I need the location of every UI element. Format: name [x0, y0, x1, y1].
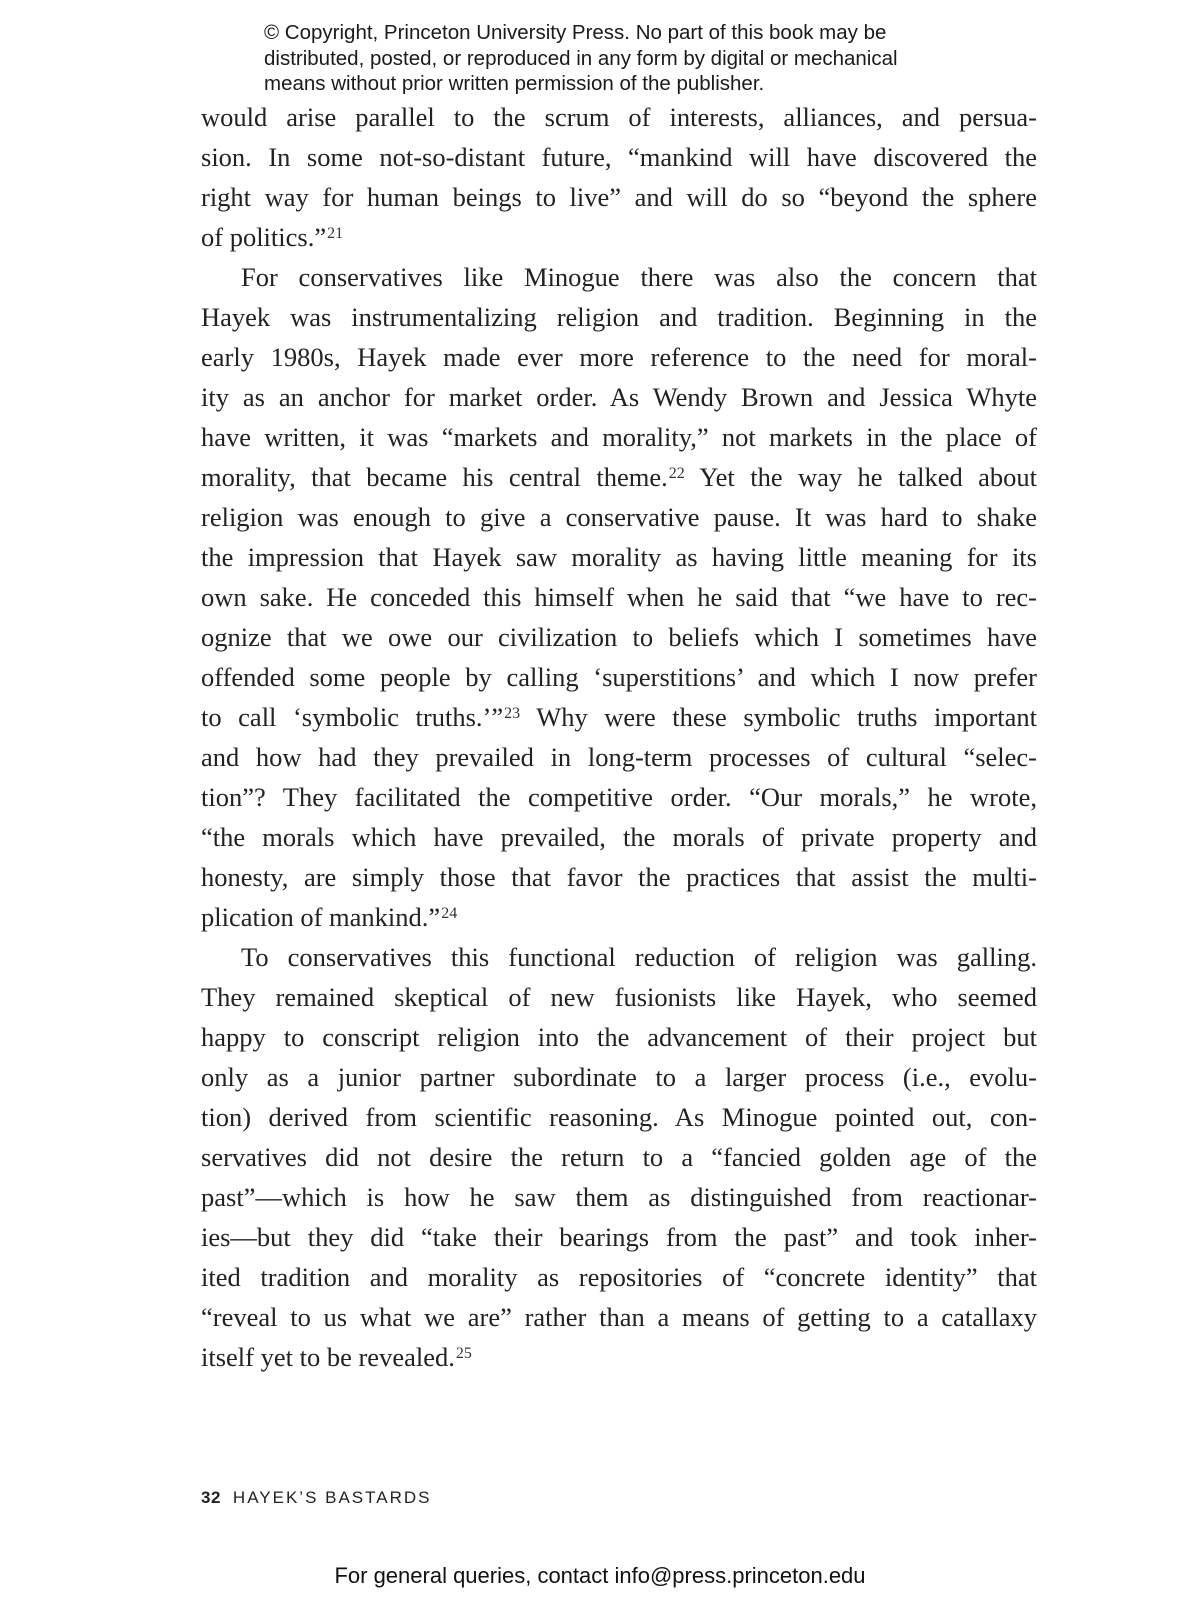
- text-line: early 1980s, Hayek made ever more reference to the need for moral-: [201, 342, 1037, 372]
- page-footer: [201, 1488, 432, 1508]
- text-line: would arise parallel to the scrum of interests, alliances, and persua-: [201, 102, 1037, 132]
- text-line: “the morals which have prevailed, the morals of private property and: [201, 822, 1037, 852]
- text-line: ity as an anchor for market order. As Wendy Brown and Jessica Whyte: [201, 382, 1037, 412]
- text-segment: Yet the way he talked about: [684, 462, 1037, 492]
- text-line: sion. In some not-so-distant future, “mankind will have discovered the: [201, 142, 1037, 172]
- copyright-notice: [264, 20, 984, 97]
- paragraph-1: [201, 97, 1037, 257]
- text-line: For conservatives like Minogue there was also the concern that: [241, 262, 1037, 292]
- text-line: honesty, are simply those that favor the practices that assist the multi-: [201, 862, 1037, 892]
- text-line: [201, 217, 1037, 257]
- text-line: To conservatives this functional reduction of religion was galling.: [241, 942, 1037, 972]
- text-line: only as a junior partner subordinate to a larger process (i.e., evolu-: [201, 1062, 1037, 1092]
- text-line: have written, it was “markets and morality,” not markets in the place of: [201, 422, 1037, 452]
- text-line: “reveal to us what we are” rather than a means of getting to a catallaxy: [201, 1302, 1037, 1332]
- text-line: religion was enough to give a conservative pause. It was hard to shake: [201, 502, 1037, 532]
- text-line: and how had they prevailed in long-term processes of cultural “selec-: [201, 742, 1037, 772]
- text-line: [201, 1337, 1037, 1377]
- text-segment: itself yet to be revealed.: [201, 1342, 455, 1372]
- text-line: [201, 697, 1037, 737]
- footnote-ref-21: 21: [327, 225, 344, 242]
- text-line: the impression that Hayek saw morality as having little meaning for its: [201, 542, 1037, 572]
- footnote-ref-22: 22: [668, 465, 685, 482]
- body-text: [201, 97, 1037, 1377]
- text-segment: to call ‘symbolic truths.’”: [201, 702, 504, 732]
- text-line: tion”? They facilitated the competitive order. “Our morals,” he wrote,: [201, 782, 1037, 812]
- text-line: They remained skeptical of new fusionists like Hayek, who seemed: [201, 982, 1037, 1012]
- text-line: past”—which is how he saw them as distinguished from reactionar-: [201, 1182, 1037, 1212]
- text-line: offended some people by calling ‘superstitions’ and which I now prefer: [201, 662, 1037, 692]
- text-line: ited tradition and morality as repositories of “concrete identity” that: [201, 1262, 1037, 1292]
- running-title: HAYEK’S BASTARDS: [232, 1488, 432, 1507]
- text-segment: of politics.”: [201, 222, 327, 252]
- text-segment: morality, that became his central theme.: [201, 462, 668, 492]
- footnote-ref-24: 24: [441, 905, 458, 922]
- footnote-ref-23: 23: [504, 705, 521, 722]
- text-segment: plication of mankind.”: [201, 902, 441, 932]
- contact-notice: For general queries, contact info@press.princeton.edu: [334, 1563, 866, 1588]
- text-line: [201, 897, 1037, 937]
- copyright-line-3: means without prior written permission of the publisher.: [264, 72, 765, 95]
- text-line: right way for human beings to live” and will do so “beyond the sphere: [201, 182, 1037, 212]
- footnote-ref-25: 25: [455, 1345, 472, 1362]
- text-line: Hayek was instrumentalizing religion and tradition. Beginning in the: [201, 302, 1037, 332]
- copyright-line-2: distributed, posted, or reproduced in any form by digital or mechanical: [264, 46, 898, 70]
- text-line: happy to conscript religion into the advancement of their project but: [201, 1022, 1037, 1052]
- paragraph-2: [201, 257, 1037, 937]
- paragraph-3: [201, 937, 1037, 1377]
- text-line: ognize that we owe our civilization to beliefs which I sometimes have: [201, 622, 1037, 652]
- text-line: ies—but they did “take their bearings from the past” and took inher-: [201, 1222, 1037, 1252]
- copyright-line-1: © Copyright, Princeton University Press. No part of this book may be: [264, 21, 887, 44]
- text-segment: Why were these symbolic truths important: [520, 702, 1037, 732]
- text-line: servatives did not desire the return to a “fancied golden age of the: [201, 1142, 1037, 1172]
- text-line: [201, 457, 1037, 497]
- text-line: tion) derived from scientific reasoning. As Minogue pointed out, con-: [201, 1102, 1037, 1132]
- text-line: own sake. He conceded this himself when he said that “we have to rec-: [201, 582, 1037, 612]
- page-number: 32: [201, 1488, 221, 1507]
